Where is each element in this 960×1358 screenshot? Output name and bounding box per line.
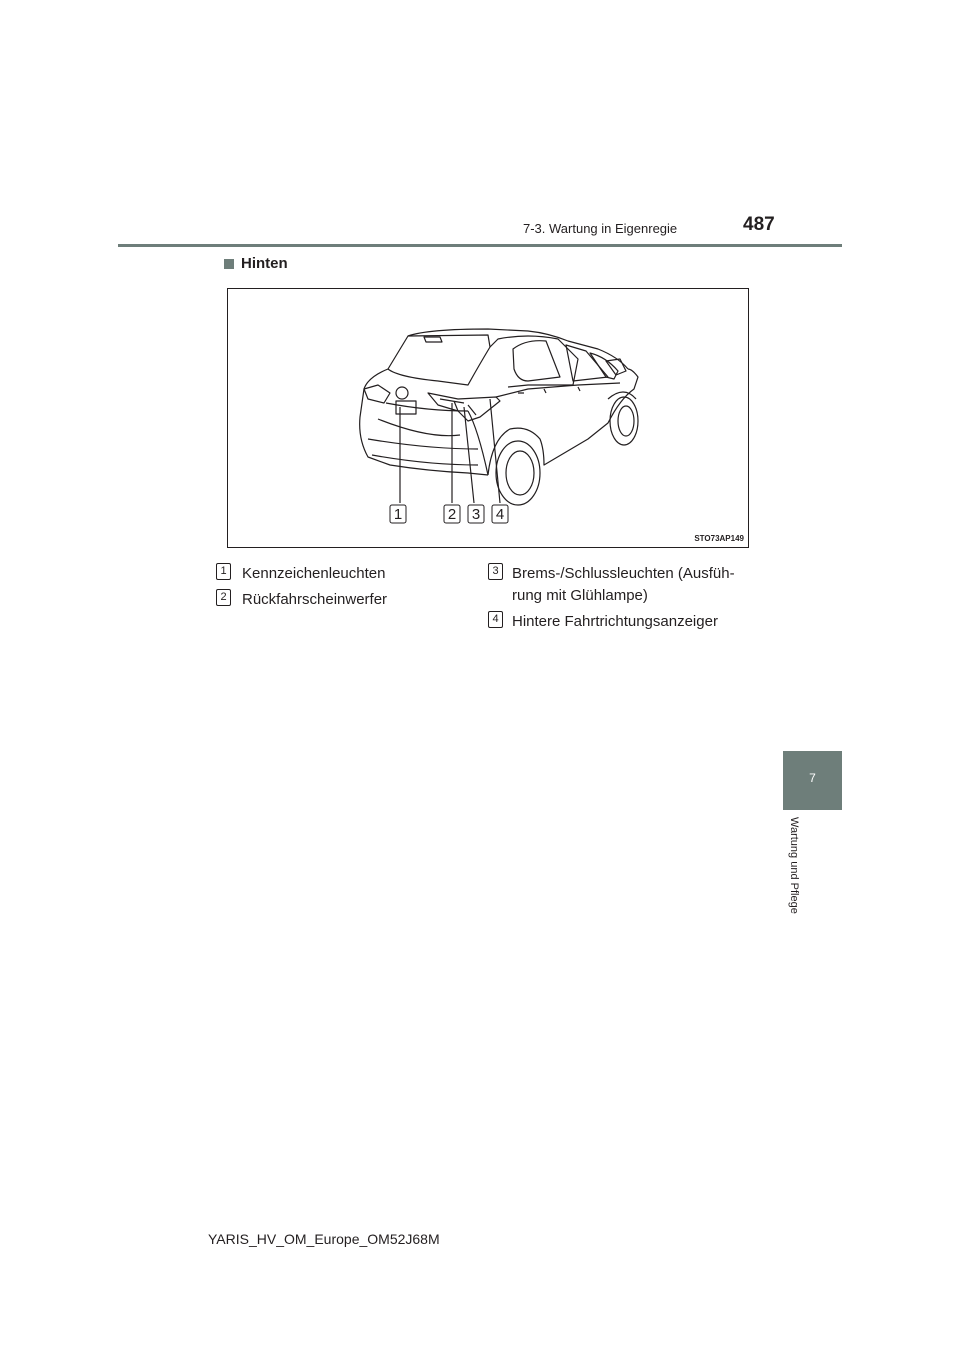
legend-number-3: 3 <box>488 563 503 580</box>
figure-callout-4: 4 <box>495 506 505 523</box>
car-rear-drawing <box>228 289 750 549</box>
legend-text-4: Hintere Fahrtrichtungsanzeiger <box>512 613 718 630</box>
legend-number-2: 2 <box>216 589 231 606</box>
legend-text-2: Rückfahrscheinwerfer <box>242 591 388 608</box>
figure-callout-2: 2 <box>447 506 457 523</box>
figure-callout-3: 3 <box>471 506 481 523</box>
figure-callout-1: 1 <box>393 506 403 523</box>
chapter-number: 7 <box>809 771 816 785</box>
chapter-tab <box>783 751 842 810</box>
chapter-label: Wartung und Pflege <box>788 817 800 914</box>
header-divider <box>118 244 842 247</box>
section-title: 7-3. Wartung in Eigenregie <box>523 221 678 236</box>
legend-text-3-line1: Brems-/Schlussleuchten (Ausfüh- <box>512 565 735 582</box>
legend-text-1: Kennzeichenleuchten <box>242 565 386 582</box>
page-number: 487 <box>743 214 775 235</box>
figure-code: STO73AP149 <box>694 534 744 543</box>
legend-number-1: 1 <box>216 563 231 580</box>
section-heading <box>224 255 288 272</box>
square-bullet-icon <box>224 259 234 269</box>
legend-number-4: 4 <box>488 611 503 628</box>
legend-text-3-line2: rung mit Glühlampe) <box>512 587 648 604</box>
car-rear-illustration <box>227 288 749 548</box>
section-heading-text: Hinten <box>241 255 288 272</box>
footer-code: YARIS_HV_OM_Europe_OM52J68M <box>208 1231 440 1247</box>
